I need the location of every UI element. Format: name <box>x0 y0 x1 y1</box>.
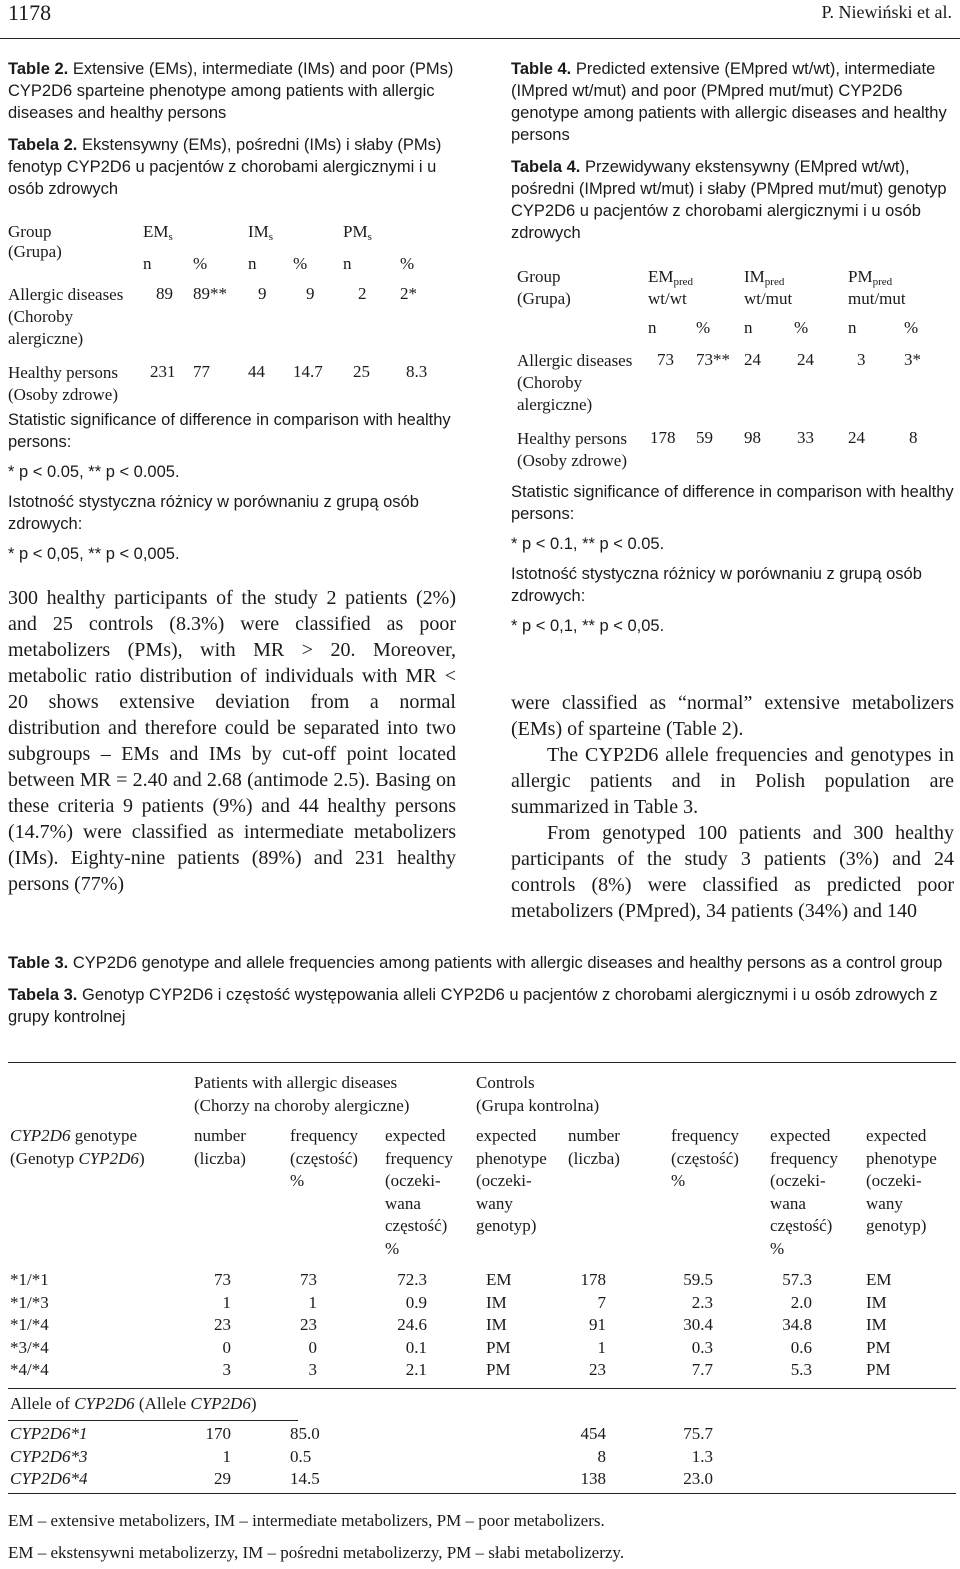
t3-controls-expected-frequency: 5.3 <box>790 1360 812 1380</box>
t3-patients-frequency: 23 <box>300 1315 317 1335</box>
table3 <box>8 1062 956 1494</box>
t2-group-header: Group (Grupa) <box>8 222 62 261</box>
t3-controls-expected-frequency: 2.0 <box>790 1292 812 1312</box>
t4-sub-n: n <box>848 318 857 337</box>
t3-controls-frequency: 30.4 <box>683 1315 713 1335</box>
t4-group-header: Group (Grupa) <box>517 267 571 308</box>
t3-patients-number: 1 <box>222 1292 231 1312</box>
t2-cell: 25 <box>353 362 370 381</box>
t3-col-number: number (liczba) <box>194 1126 246 1168</box>
table4-caption-pl: Tabela 4. Przewidywany ekstensywny (EMpred wt/wt), pośredni (IMpred wt/mut) i słaby (PMpred mut/mut) genotyp CYP2D6 u pacjentów z chorobami alergicznymi i u osób zdrowych <box>511 158 947 242</box>
t2-cell: 8.3 <box>406 362 428 381</box>
t4-cell: 73** <box>696 350 730 369</box>
t3-controls-number: 7 <box>597 1292 606 1312</box>
t3-allele-label: CYP2D6*4 <box>10 1469 88 1489</box>
t4-cell: 178 <box>650 428 676 447</box>
t4-cell: 73 <box>657 350 674 369</box>
t3-controls-expected-frequency: 34.8 <box>782 1315 812 1335</box>
t3-patients-frequency: 73 <box>300 1270 317 1289</box>
t2-cell: 2* <box>400 284 417 303</box>
t2-sub-n: n <box>143 254 152 273</box>
t2-cell: 77 <box>193 362 210 381</box>
t3-controls-expected-frequency: 0.6 <box>790 1337 812 1357</box>
table2-notes: Statistic significance of difference in comparison with healthy persons: * p < 0.05, ** p < 0.005. Istotność stystyczna różnicy w porównaniu z grupą osób zdrowych: * p < 0,05, ** p < 0,005. <box>8 411 451 563</box>
t4-sub-n: n <box>744 318 753 337</box>
table3-caption-pl: Tabela 3. Genotyp CYP2D6 i częstość występowania alleli CYP2D6 u pacjentów z chorobami alergicznymi i u osób zdrowych z grupy kontrolnej <box>8 986 938 1026</box>
t3-controls-expected-phenotype: IM <box>866 1292 887 1312</box>
t3-patients-expected-frequency: 24.6 <box>397 1315 427 1335</box>
t2-row-label: Healthy persons (Osoby zdrowe) <box>8 363 119 404</box>
t2-sub-pct: % <box>400 254 415 273</box>
t3-controls-expected-phenotype: PM <box>866 1337 891 1357</box>
t3-controls-number: 1 <box>597 1337 606 1357</box>
t3-allele-patients-number: 29 <box>214 1469 231 1489</box>
table4-caption-en: Table 4. Predicted extensive (EMpred wt/wt), intermediate (IMpred wt/mut) and poor (PMpred mut/mut) CYP2D6 genotype among patients with allergic diseases and healthy persons <box>511 60 947 144</box>
t2-sub-pct: % <box>193 254 208 273</box>
t3-allele-patients-frequency: 0.5 <box>290 1446 312 1466</box>
t3-controls-expected-phenotype: PM <box>866 1360 891 1380</box>
page-number: 1178 <box>8 0 52 25</box>
t3-allele-patients-number: 1 <box>222 1446 231 1466</box>
t3-patients-expected-phenotype: PM <box>486 1360 511 1380</box>
t2-col-em: $EM_s$ <box>143 222 173 243</box>
t4-col-im: $IM_{pred}$ wt/mut <box>744 267 793 308</box>
t3-col-number-controls: number (liczba) <box>568 1126 620 1168</box>
t4-cell: 98 <box>744 428 761 447</box>
table2-caption-pl: Tabela 2. Ekstensywny (EMs), pośredni (IMs) i słaby (PMs) fenotyp CYP2D6 u pacjentów z chorobami alergicznymi i u osób zdrowych <box>8 136 442 198</box>
t2-col-pm: $PM_s$ <box>343 222 372 243</box>
t3-patients-frequency: 3 <box>308 1360 317 1380</box>
t2-sub-pct: % <box>293 254 308 273</box>
t3-controls-number: 23 <box>589 1360 606 1380</box>
t3-genotype-label: *3/*4 <box>10 1337 49 1357</box>
t3-col-expected-frequency-controls: expected frequency (oczeki- wana częstość) % <box>770 1126 838 1258</box>
t3-genotype-label: *1/*4 <box>10 1315 49 1335</box>
footnotes: EM – extensive metabolizers, IM – intermediate metabolizers, PM – poor metabolizers. EM – ekstensywni metabolizerzy, IM – pośredni metabolizerzy, PM – słabi metabolizerzy. <box>8 1511 625 1562</box>
t4-cell: 8 <box>909 428 918 447</box>
t4-sub-n: n <box>648 318 657 337</box>
t4-cell: 33 <box>797 428 814 447</box>
t3-allele-controls-frequency: 23.0 <box>683 1469 713 1489</box>
t2-cell: 9 <box>306 284 315 303</box>
running-head-authors: P. Niewiński et al. <box>821 2 952 22</box>
t3-col-frequency-controls: frequency (częstość) % <box>671 1126 739 1190</box>
t3-controls-frequency: 59.5 <box>683 1270 713 1289</box>
t3-col-expected-phenotype-controls: expected phenotype (oczeki- wany genotyp) <box>866 1126 937 1235</box>
t3-patients-expected-frequency: 72.3 <box>397 1270 427 1289</box>
t3-allele-controls-number: 138 <box>580 1469 606 1489</box>
t2-cell: 9 <box>258 284 267 303</box>
t3-controls-expected-phenotype: EM <box>866 1270 892 1289</box>
t3-allele-controls-frequency: 75.7 <box>683 1424 713 1443</box>
t2-col-im: $IM_s$ <box>248 222 274 243</box>
t3-patients-expected-phenotype: IM <box>486 1292 507 1312</box>
t2-cell: 231 <box>150 362 176 381</box>
t3-patients-expected-frequency: 0.1 <box>405 1337 427 1357</box>
t3-patients-number: 0 <box>222 1337 231 1357</box>
t3-patients-expected-frequency: 2.1 <box>405 1360 427 1380</box>
t3-patients-expected-frequency: 0.9 <box>405 1292 427 1312</box>
t3-genotype-label: *1/*1 <box>10 1270 49 1289</box>
t3-controls-expected-frequency: 57.3 <box>782 1270 812 1289</box>
t2-cell: 14.7 <box>293 362 323 381</box>
t3-allele-label: CYP2D6*3 <box>10 1446 88 1466</box>
t2-sub-n: n <box>248 254 257 273</box>
t3-group-patients: Patients with allergic diseases (Chorzy na choroby alergiczne) <box>194 1073 410 1115</box>
t3-divider <box>8 1420 298 1421</box>
t3-col-frequency: frequency (częstość) % <box>290 1126 358 1190</box>
t4-col-pm: $PM_{pred}$ mut/mut <box>848 267 906 308</box>
t4-row-label: Allergic diseases (Choroby alergiczne) <box>517 351 633 414</box>
t3-allele-controls-number: 454 <box>580 1424 606 1443</box>
t3-col-genotype: CYP2D6 genotype (Genotyp CYP2D6) <box>10 1126 145 1168</box>
t3-group-controls: Controls (Grupa kontrolna) <box>476 1073 600 1115</box>
t4-cell: 24 <box>744 350 761 369</box>
t4-row-label: Healthy persons (Osoby zdrowe) <box>517 429 628 470</box>
t3-patients-number: 3 <box>222 1360 231 1380</box>
t3-allele-patients-frequency: 14.5 <box>290 1469 320 1489</box>
t3-patients-frequency: 1 <box>308 1292 317 1312</box>
t3-controls-frequency: 2.3 <box>691 1292 713 1312</box>
t3-controls-frequency: 7.7 <box>691 1360 713 1380</box>
header-rule <box>0 38 960 39</box>
t4-sub-pct: % <box>696 318 711 337</box>
t4-cell: 3 <box>857 350 866 369</box>
t3-allele-patients-number: 170 <box>205 1424 231 1443</box>
table4 <box>511 266 954 481</box>
table2 <box>8 222 456 417</box>
t4-cell: 3* <box>904 350 921 369</box>
table2-caption-en: Table 2. Extensive (EMs), intermediate (IMs) and poor (PMs) CYP2D6 sparteine phenotype among patients with allergic diseases and healthy persons <box>8 60 454 122</box>
t3-genotype-label: *4/*4 <box>10 1360 49 1380</box>
t3-allele-label: CYP2D6*1 <box>10 1424 88 1443</box>
t4-cell: 24 <box>848 428 865 447</box>
body-text-left: 300 healthy participants of the study 2 patients (2%) and 25 controls (8.3%) were classified as poor metabolizers (PMs), with MR > 20. Moreover, metabolic ratio distribution of individuals with MR < 20 shows extensive deviation from a normal distribution and therefore could be separated into two subgroups – EMs and IMs by cut-off point located between MR = 2.40 and 2.68 (antimode 2.5). Basing on these criteria 9 patients (9%) and 44 healthy persons (14.7%) were classified as intermediate metabolizers (IMs). Eighty-nine patients (89%) and 231 healthy persons (77%) <box>8 587 456 895</box>
t4-cell: 59 <box>696 428 713 447</box>
t2-cell: 44 <box>248 362 265 381</box>
table4-notes: Statistic significance of difference in comparison with healthy persons: * p < 0.1, ** p < 0.05. Istotność stystyczna różnicy w porównaniu z grupą osób zdrowych: * p < 0,1, ** p < 0,05. <box>511 483 954 635</box>
t3-patients-expected-phenotype: EM <box>486 1270 512 1289</box>
t3-controls-number: 91 <box>589 1315 606 1335</box>
t3-col-expected-phenotype: expected phenotype (oczeki- wany genotyp) <box>476 1126 547 1235</box>
t4-sub-pct: % <box>794 318 809 337</box>
t3-patients-number: 23 <box>214 1315 231 1335</box>
t3-allele-controls-number: 8 <box>597 1446 606 1466</box>
t2-row-label: Allergic diseases (Choroby alergiczne) <box>8 285 124 348</box>
t3-divider <box>8 1388 956 1389</box>
t3-patients-frequency: 0 <box>308 1337 317 1357</box>
body-text-right: were classified as “normal” extensive metabolizers (EMs) of sparteine (Table 2). The CYP2D6 allele frequencies and genotypes in allergic patients and in Polish population are summarized in Table 3. From genotyped 100 patients and 300 healthy participants of the study 3 patients (3%) and 24 controls (8%) were classified as predicted poor metabolizers (PMpred), 34 patients (34%) and 140 <box>511 692 954 922</box>
t4-cell: 24 <box>797 350 814 369</box>
t3-controls-frequency: 0.3 <box>691 1337 713 1357</box>
t3-controls-expected-phenotype: IM <box>866 1315 887 1335</box>
t2-sub-n: n <box>343 254 352 273</box>
t3-allele-header: Allele of CYP2D6 (Allele CYP2D6) <box>10 1394 257 1413</box>
t2-cell: 89** <box>193 284 227 303</box>
t3-allele-controls-frequency: 1.3 <box>691 1446 713 1466</box>
t3-allele-patients-frequency: 85.0 <box>290 1424 320 1443</box>
t3-patients-number: 73 <box>214 1270 231 1289</box>
t3-col-expected-frequency: expected frequency (oczeki- wana częstość) % <box>385 1126 453 1258</box>
t3-controls-number: 178 <box>580 1270 606 1289</box>
t2-cell: 2 <box>358 284 367 303</box>
t3-patients-expected-phenotype: IM <box>486 1315 507 1335</box>
t4-sub-pct: % <box>904 318 919 337</box>
t3-genotype-label: *1/*3 <box>10 1292 49 1312</box>
t2-cell: 89 <box>156 284 173 303</box>
t3-patients-expected-phenotype: PM <box>486 1337 511 1357</box>
t4-col-em: $EM_{pred}$ wt/wt <box>648 267 694 308</box>
table3-caption-en: Table 3. CYP2D6 genotype and allele frequencies among patients with allergic diseases and healthy persons as a control group <box>8 954 943 972</box>
